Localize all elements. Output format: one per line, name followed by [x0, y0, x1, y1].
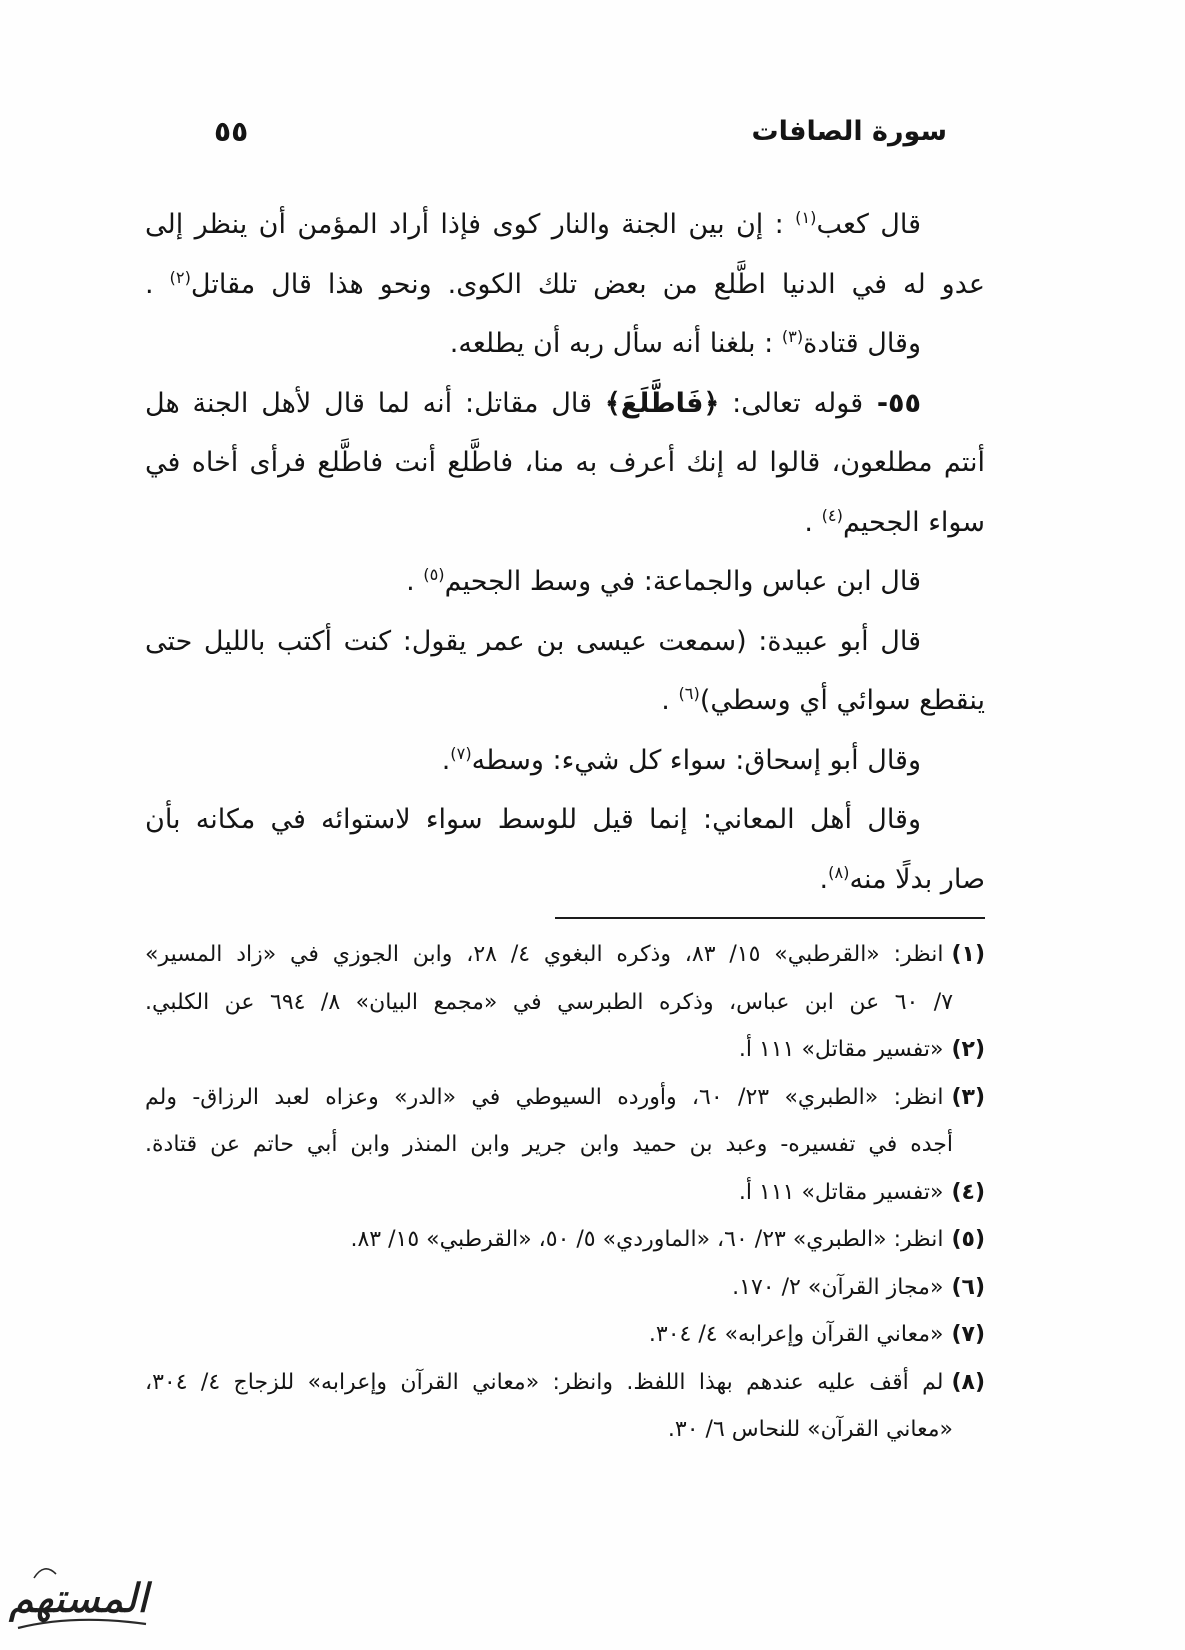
footnote-ref: (٧)	[450, 743, 472, 763]
footnote-line	[145, 1311, 985, 1359]
footnote-text: انظر: «الطبري» ٢٣/ ٦٠، «الماوردي» ٥/ ٥٠، «القرطبي» ١٥/ ٨٣.	[350, 1227, 944, 1252]
footnote-ref: (٨)	[828, 862, 850, 882]
text-run: قال كعب	[816, 209, 921, 240]
text-run: : بلغنا أنه سأل ربه أن يطلعه.	[449, 328, 782, 359]
footnote-ref: (٤)	[821, 505, 843, 525]
footnote-number: (٦)	[951, 1274, 985, 1300]
page-number: ٥٥	[214, 115, 249, 148]
footnote-line	[145, 1074, 985, 1122]
text-line	[145, 433, 985, 493]
text-run: وقال أبو إسحاق: سواء كل شيء: وسطه	[471, 744, 921, 776]
text-line	[145, 195, 985, 255]
text-line	[145, 552, 985, 612]
text-run: وقال أهل المعاني: إنما قيل للوسط سواء لاستوائه في مكانه بأن	[145, 804, 921, 835]
footnote-number: (١)	[951, 942, 985, 967]
footnote-line	[145, 931, 985, 979]
text-run: .	[406, 566, 424, 597]
footnote-number: (٤)	[951, 1179, 985, 1205]
text-run: عدو له في الدنيا اطَّلع من بعض تلك الكوى. ونحو هذا قال مقاتل	[190, 268, 985, 300]
text-run: ينقطع سوائي أي وسطي)	[699, 685, 985, 716]
footnote-divider	[555, 917, 985, 919]
text-line	[145, 255, 985, 315]
publisher-watermark-logo	[4, 1548, 154, 1648]
footnote-number: (٣)	[951, 1084, 986, 1110]
footnote-number: (٨)	[951, 1369, 985, 1395]
footnote-line	[145, 1264, 985, 1312]
footnote-text: انظر: «الطبري» ٢٣/ ٦٠، وأورده السيوطي في «الدر» وعزاه لعبد الرزاق- ولم	[145, 1084, 944, 1110]
text-line	[145, 493, 985, 553]
footnote-text: «تفسير مقاتل» ١١١ أ.	[738, 1179, 944, 1205]
text-run: قال مقاتل: أنه لما قال لأهل الجنة هل	[145, 387, 605, 419]
body-text	[145, 195, 985, 909]
footnote-text: ٧/ ٦٠ عن ابن عباس، وذكره الطبرسي في «مجمع البيان» ٨/ ٦٩٤ عن الكلبي.	[145, 989, 954, 1015]
footnote-line	[145, 1406, 985, 1454]
footnote-line	[145, 979, 985, 1027]
running-head-surah-title: سورة الصافات	[751, 116, 947, 147]
footnote-number: (٥)	[951, 1227, 985, 1252]
text-run: قال ابن عباس والجماعة: في وسط الجحيم	[444, 566, 921, 597]
footnote-text: «تفسير مقاتل» ١١١ أ.	[738, 1037, 944, 1062]
footnote-text: أجده في تفسيره- وعبد بن حميد وابن جرير وابن المنذر وابن أبي حاتم عن قتادة.	[145, 1132, 953, 1157]
text-line	[145, 612, 985, 672]
logo-lettering: المستهم	[8, 1576, 148, 1622]
text-run: سواء الجحيم	[842, 506, 985, 538]
footnote-ref: (٥)	[423, 565, 445, 585]
text-line	[145, 731, 985, 791]
footnote-number: (٢)	[951, 1037, 985, 1062]
text-run: .	[819, 863, 829, 895]
footnote-ref: (٣)	[781, 327, 804, 347]
text-run: : إن بين الجنة والنار كوى فإذا أراد المؤمن أن ينظر إلى	[145, 209, 796, 240]
text-run: قال أبو عبيدة: (سمعت عيسى بن عمر يقول: كنت أكتب بالليل حتى	[145, 625, 921, 657]
footnote-text: «مجاز القرآن» ٢/ ١٧٠.	[732, 1274, 944, 1300]
footnote-line	[145, 1169, 985, 1217]
text-line	[145, 790, 985, 850]
footnote-line	[145, 1121, 985, 1169]
ayah-number: ٥٥-	[863, 387, 921, 419]
footnote-ref: (٢)	[169, 267, 191, 287]
text-run: صار بدلًا منه	[849, 863, 985, 895]
quran-verse: ﴿فَاطَّلَعَ﴾	[604, 387, 720, 419]
footnote-ref: (١)	[795, 208, 817, 228]
text-line	[145, 850, 985, 910]
footnotes	[145, 931, 985, 1454]
footnote-text: انظر: «القرطبي» ١٥/ ٨٣، وذكره البغوي ٤/ ٢٨، وابن الجوزي في «زاد المسير»	[145, 942, 944, 967]
text-line	[145, 671, 985, 731]
text-run: .	[804, 506, 822, 538]
text-line	[145, 374, 985, 434]
text-run: وقال قتادة	[803, 328, 921, 359]
footnote-line	[145, 1026, 985, 1074]
text-run: .	[441, 744, 451, 776]
footnote-text: لم أقف عليه عندهم بهذا اللفظ. وانظر: «معاني القرآن وإعرابه» للزجاج ٤/ ٣٠٤،	[145, 1369, 944, 1395]
footnote-line	[145, 1359, 985, 1407]
text-run: .	[661, 685, 679, 716]
footnote-text: «معاني القرآن وإعرابه» ٤/ ٣٠٤.	[648, 1322, 944, 1347]
footnote-number: (٧)	[951, 1322, 985, 1347]
text-line	[145, 314, 985, 374]
footnote-text: «معاني القرآن» للنحاس ٦/ ٣٠.	[667, 1417, 953, 1442]
text-run: .	[145, 268, 170, 300]
footnote-line	[145, 1216, 985, 1264]
text-run: قوله تعالى:	[719, 387, 864, 419]
text-run: أنتم مطلعون، قالوا له إنك أعرف به منا، فاطَّلع أنت فاطَّلع فرأى أخاه في	[145, 447, 985, 478]
footnote-ref: (٦)	[678, 684, 700, 704]
